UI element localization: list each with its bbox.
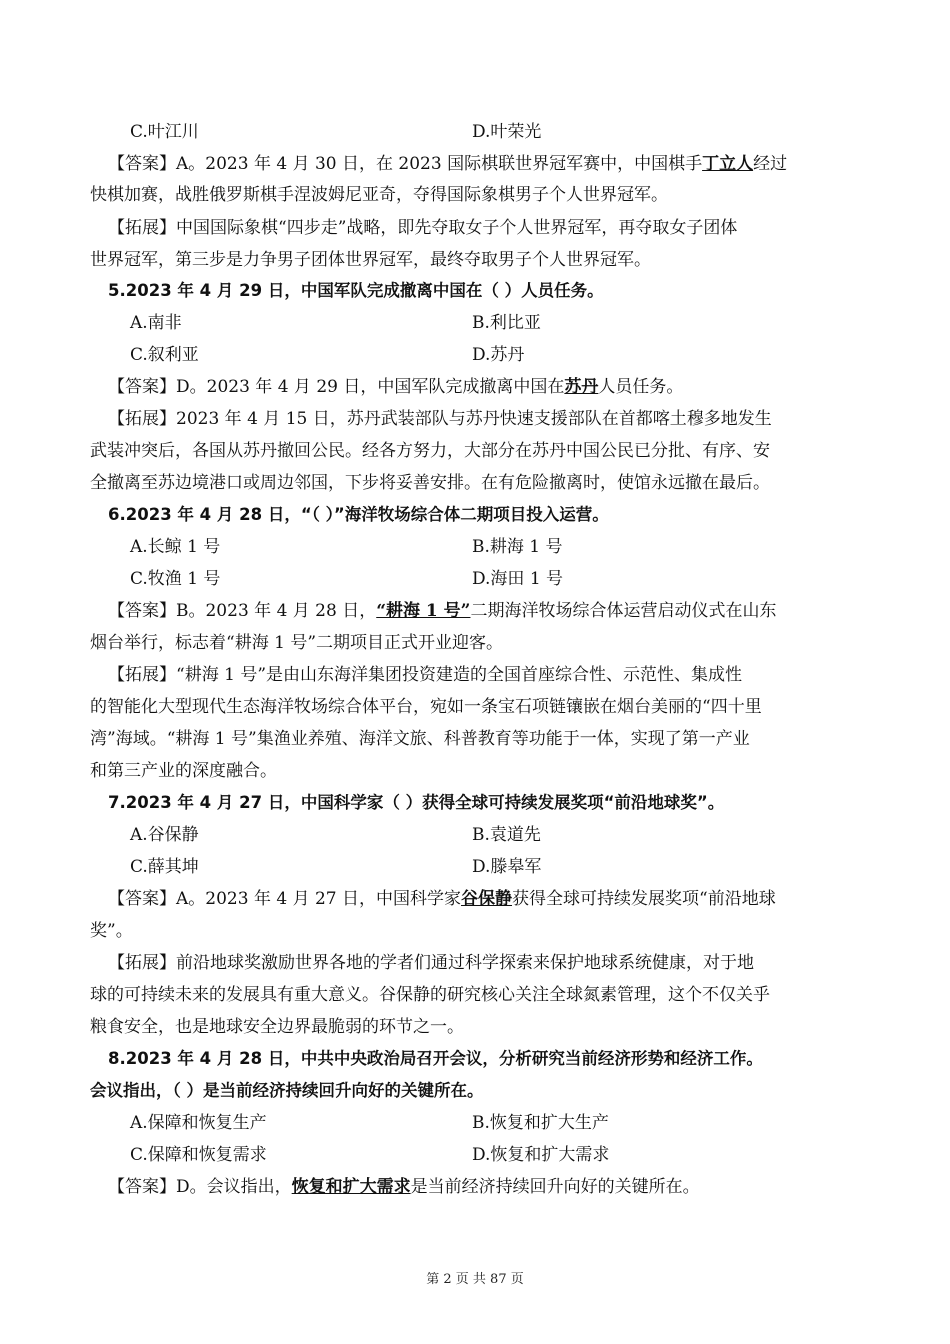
option-c: C.牧渔 1 号 [130, 569, 221, 589]
extension-line: 【拓展】前沿地球奖激励世界各地的学者们通过科学探索来保护地球系统健康，对于地 [108, 953, 754, 973]
option-d: D.苏丹 [472, 345, 525, 365]
answer-line: 【答案】D。会议指出，恢复和扩大需求是当前经济持续回升向好的关键所在。 [108, 1177, 700, 1197]
extension-line: 世界冠军，第三步是力争男子团体世界冠军，最终夺取男子个人世界冠军。 [90, 250, 651, 270]
page-footer: 第 2 页 共 87 页 [426, 1272, 524, 1287]
answer-line-2: 快棋加赛，战胜俄罗斯棋手涅波姆尼亚奇，夺得国际象棋男子个人世界冠军。 [90, 185, 668, 205]
option-c: C.叙利亚 [130, 345, 199, 365]
extension-line: 的智能化大型现代生态海洋牧场综合体平台，宛如一条宝石项链镶嵌在烟台美丽的“四十里 [90, 697, 762, 717]
answer-line-2: 烟台举行，标志着“耕海 1 号”二期项目正式开业迎客。 [90, 633, 504, 653]
option-b: B.袁道先 [472, 825, 541, 845]
extension-line: 【拓展】中国国际象棋“四步走”战略，即先夺取女子个人世界冠军，再夺取女子团体 [108, 218, 738, 238]
question-7: 7.2023 年 4 月 27 日，中国科学家（ ）获得全球可持续发展奖项“前沿地球奖”。 [108, 793, 725, 812]
option-d: D.滕皋军 [472, 857, 542, 877]
extension-line: 球的可持续未来的发展具有重大意义。谷保静的研究核心关注全球氮素管理，这个不仅关乎 [90, 985, 770, 1005]
option-a: A.谷保静 [130, 825, 199, 845]
extension-line: 湾”海域。“耕海 1 号”集渔业养殖、海洋文旅、科普教育等功能于一体，实现了第一产业 [90, 729, 750, 749]
option-b: B.耕海 1 号 [472, 537, 563, 557]
option-d: D.海田 1 号 [472, 569, 564, 589]
extension-line: 【拓展】“耕海 1 号”是由山东海洋集团投资建造的全国首座综合性、示范性、集成性 [108, 665, 743, 685]
option-d: D.叶荣光 [472, 122, 542, 142]
answer-key: 谷保静 [461, 889, 513, 909]
question-8-line-2: 会议指出，（ ）是当前经济持续回升向好的关键所在。 [90, 1081, 484, 1100]
option-b: B.恢复和扩大生产 [472, 1113, 609, 1133]
option-c: C.薛其坤 [130, 857, 199, 877]
option-b: B.利比亚 [472, 313, 541, 333]
extension-line: 【拓展】2023 年 4 月 15 日，苏丹武装部队与苏丹快速支援部队在首都喀土穆多地发生 [108, 409, 772, 429]
answer-key: 丁立人 [702, 154, 754, 174]
answer-line: 【答案】A。2023 年 4 月 30 日，在 2023 国际棋联世界冠军赛中，中国棋手丁立人经过 [108, 154, 788, 174]
answer-key: 苏丹 [564, 377, 599, 397]
question-6: 6.2023 年 4 月 28 日，“（ ）”海洋牧场综合体二期项目投入运营。 [108, 505, 609, 524]
option-c: C.叶江川 [130, 122, 199, 142]
answer-key: “耕海 1 号” [376, 601, 471, 621]
answer-line-2: 奖”。 [90, 921, 133, 941]
option-a: A.长鲸 1 号 [130, 537, 221, 557]
extension-line: 粮食安全，也是地球安全边界最脆弱的环节之一。 [90, 1017, 464, 1037]
answer-line: 【答案】D。2023 年 4 月 29 日，中国军队完成撤离中国在苏丹人员任务。 [108, 377, 684, 397]
option-d: D.恢复和扩大需求 [472, 1145, 610, 1165]
option-a: A.保障和恢复生产 [130, 1113, 267, 1133]
answer-line: 【答案】A。2023 年 4 月 27 日，中国科学家谷保静获得全球可持续发展奖项“前沿地球 [108, 889, 776, 909]
option-a: A.南非 [130, 313, 182, 333]
answer-line: 【答案】B。2023 年 4 月 28 日，“耕海 1 号”二期海洋牧场综合体运营启动仪式在山东 [108, 601, 777, 621]
option-c: C.保障和恢复需求 [130, 1145, 267, 1165]
question-8: 8.2023 年 4 月 28 日，中共中央政治局召开会议，分析研究当前经济形势和经济工作。 [108, 1049, 763, 1068]
extension-line: 武装冲突后，各国从苏丹撤回公民。经各方努力，大部分在苏丹中国公民已分批、有序、安 [90, 441, 770, 461]
extension-line: 和第三产业的深度融合。 [90, 761, 277, 781]
question-5: 5.2023 年 4 月 29 日，中国军队完成撤离中国在（ ）人员任务。 [108, 281, 604, 300]
extension-line: 全撤离至苏边境港口或周边邻国，下步将妥善安排。在有危险撤离时，使馆永远撤在最后。 [90, 473, 770, 493]
answer-key: 恢复和扩大需求 [291, 1177, 411, 1197]
